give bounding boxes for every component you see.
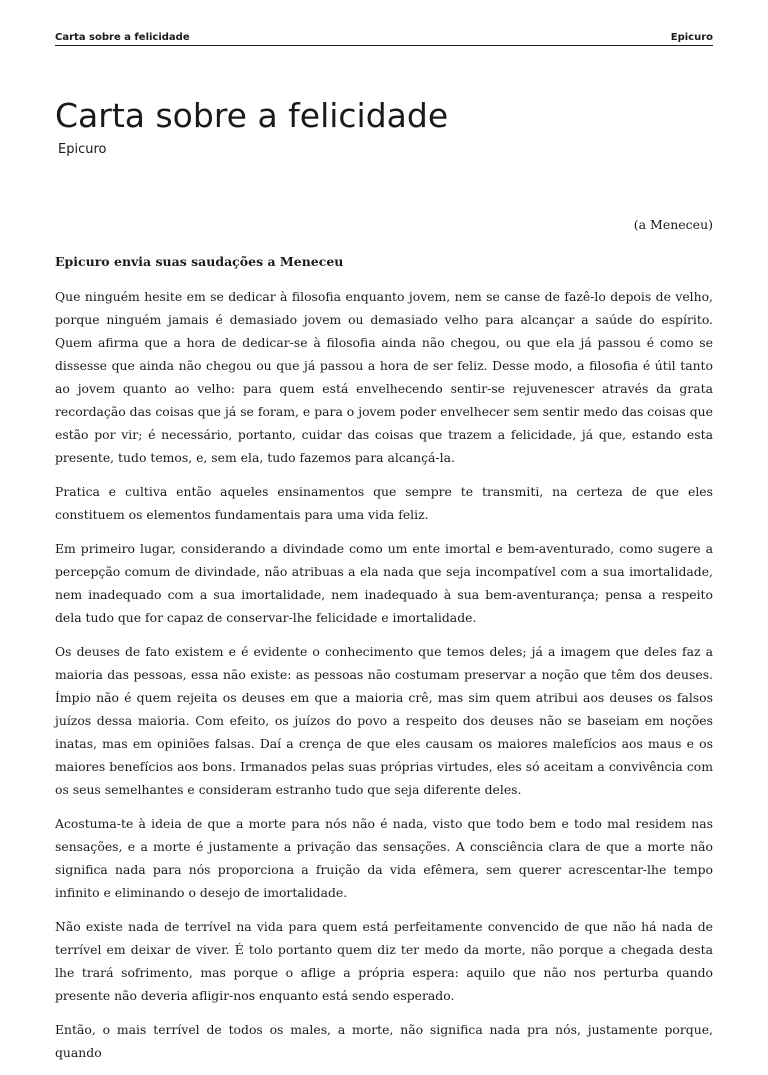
running-header-author: Epicuro	[670, 32, 713, 43]
dedication: (a Meneceu)	[633, 217, 713, 232]
document-title: Carta sobre a felicidade	[55, 96, 449, 135]
document-author: Epicuro	[58, 142, 107, 157]
running-header	[55, 31, 713, 46]
paragraph: Pratica e cultiva então aqueles ensinamentos que sempre te transmiti, na certeza de que eles constituem os elementos fundamentais para uma vida feliz.	[55, 484, 713, 522]
paragraph: Que ninguém hesite em se dedicar à filosofia enquanto jovem, nem se canse de fazê-lo depois de velho, porque ninguém jamais é demasiado jovem ou demasiado velho para alcançar a saúde do espírito. Quem afirma que a hora de dedicar-se à filosofia ainda não chegou, ou que ela já passou é como se dissesse que ainda não chegou ou que já passou a hora de ser feliz. Desse modo, a filosofia é útil tanto ao jovem quanto ao velho: para quem está envelhecendo sentir-se rejuvenescer através da grata recordação das coisas que já se foram, e para o jovem poder envelhecer sem sentir medo das coisas que estão por vir; é necessário, portanto, cuidar das coisas que trazem a felicidade, já que, estando esta presente, tudo temos, e, sem ela, tudo fazemos para alcançá-la.	[55, 289, 713, 465]
paragraph: Então, o mais terrível de todos os males, a morte, não significa nada pra nós, justamente porque, quando	[55, 1022, 713, 1060]
paragraph: Acostuma-te à ideia de que a morte para nós não é nada, visto que todo bem e todo mal residem nas sensações, e a morte é justamente a privação das sensações. A consciência clara de que a morte não significa nada para nós proporciona a fruição da vida efêmera, sem querer acrescentar-lhe tempo infinito e eliminando o desejo de imortalidade.	[55, 816, 713, 900]
greeting: Epicuro envia suas saudações a Meneceu	[55, 254, 344, 269]
paragraph: Os deuses de fato existem e é evidente o conhecimento que temos deles; já a imagem que deles faz a maioria das pessoas, essa não existe: as pessoas não costumam preservar a noção que têm dos deuses. Ímpio não é quem rejeita os deuses em que a maioria crê, mas sim quem atribui aos deuses os falsos juízos dessa maioria. Com efeito, os juízos do povo a respeito dos deuses não se baseiam em noções inatas, mas em opiniões falsas. Daí a crença de que eles causam os maiores malefícios aos maus e os maiores benefícios aos bons. Irmanados pelas suas próprias virtudes, eles só aceitam a convivência com os seus semelhantes e consideram estranho tudo que seja diferente deles.	[55, 644, 713, 797]
letter-body	[55, 250, 713, 1075]
paragraph: Em primeiro lugar, considerando a divindade como um ente imortal e bem-aventurado, como sugere a percepção comum de divindade, não atribuas a ela nada que seja incompatível com a sua imortalidade, nem inadequado com a sua imortalidade, nem inadequado à sua bem-aventurança; pensa a respeito dela tudo que for capaz de conservar-lhe felicidade e imortalidade.	[55, 541, 713, 625]
paragraph: Não existe nada de terrível na vida para quem está perfeitamente convencido de que não há nada de terrível em deixar de viver. É tolo portanto quem diz ter medo da morte, não porque a chegada desta lhe trará sofrimento, mas porque o aflige a própria espera: aquilo que não nos perturba quando presente não deveria afligir-nos enquanto está sendo esperado.	[55, 919, 713, 1003]
running-header-title: Carta sobre a felicidade	[55, 32, 190, 43]
